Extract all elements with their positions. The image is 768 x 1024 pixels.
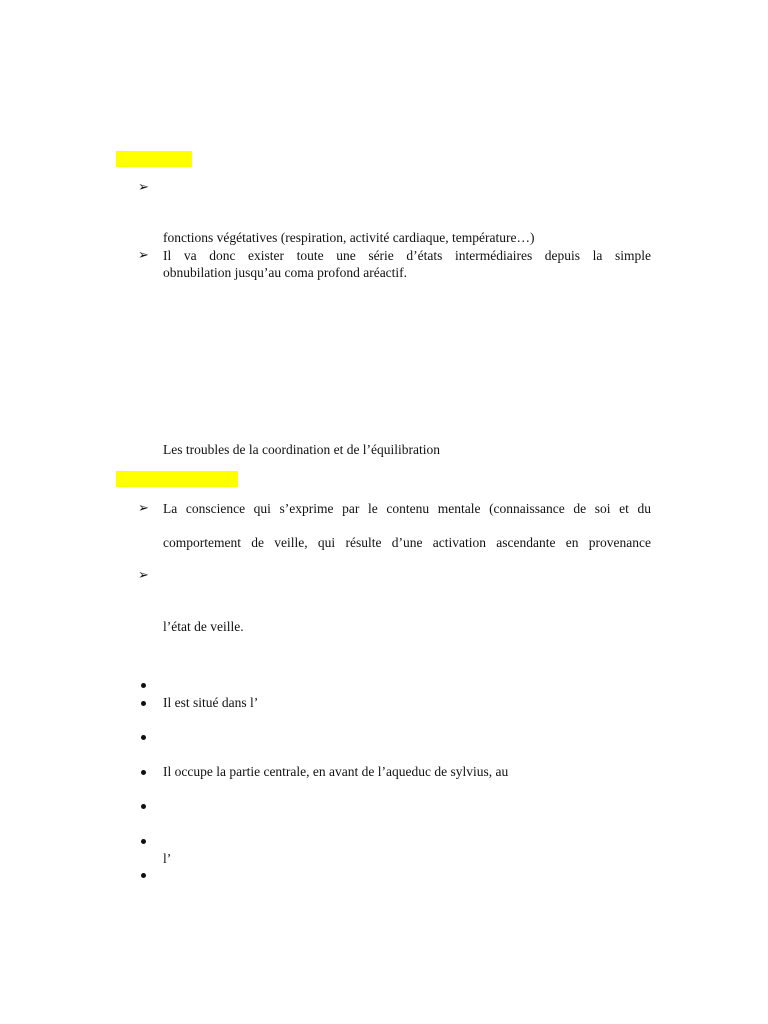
text-line: l’ (163, 851, 172, 866)
text-line: l’état de veille. (163, 619, 244, 634)
arrow-bullet-icon: ➢ (138, 501, 149, 516)
dot-bullet-icon (141, 701, 146, 706)
dot-bullet-icon (141, 873, 146, 878)
text-line: fonctions végétatives (respiration, activité cardiaque, température…) (163, 230, 535, 245)
dot-bullet-icon (141, 735, 146, 740)
dot-bullet-icon (141, 683, 146, 688)
text-line: Les troubles de la coordination et de l’équilibration (163, 442, 441, 457)
arrow-bullet-icon: ➢ (138, 568, 149, 583)
highlight-mark-2 (116, 471, 238, 487)
text-line: Il occupe la partie centrale, en avant de l’aqueduc de sylvius, au (163, 764, 509, 779)
arrow-bullet-icon: ➢ (138, 248, 149, 263)
text-line: Il est situé dans l’ (163, 695, 259, 710)
dot-bullet-icon (141, 770, 146, 775)
dot-bullet-icon (141, 804, 146, 809)
highlight-mark-1 (116, 151, 192, 167)
text-line: obnubilation jusqu’au coma profond aréactif. (163, 265, 408, 280)
text-line: La conscience qui s’exprime par le contenu mentale (connaissance de soi et du (163, 501, 651, 516)
arrow-bullet-icon: ➢ (138, 180, 149, 195)
text-line: Il va donc exister toute une série d’états intermédiaires depuis la simple (163, 248, 651, 263)
text-line: comportement de veille, qui résulte d’une activation ascendante en provenance (163, 535, 651, 550)
dot-bullet-icon (141, 839, 146, 844)
